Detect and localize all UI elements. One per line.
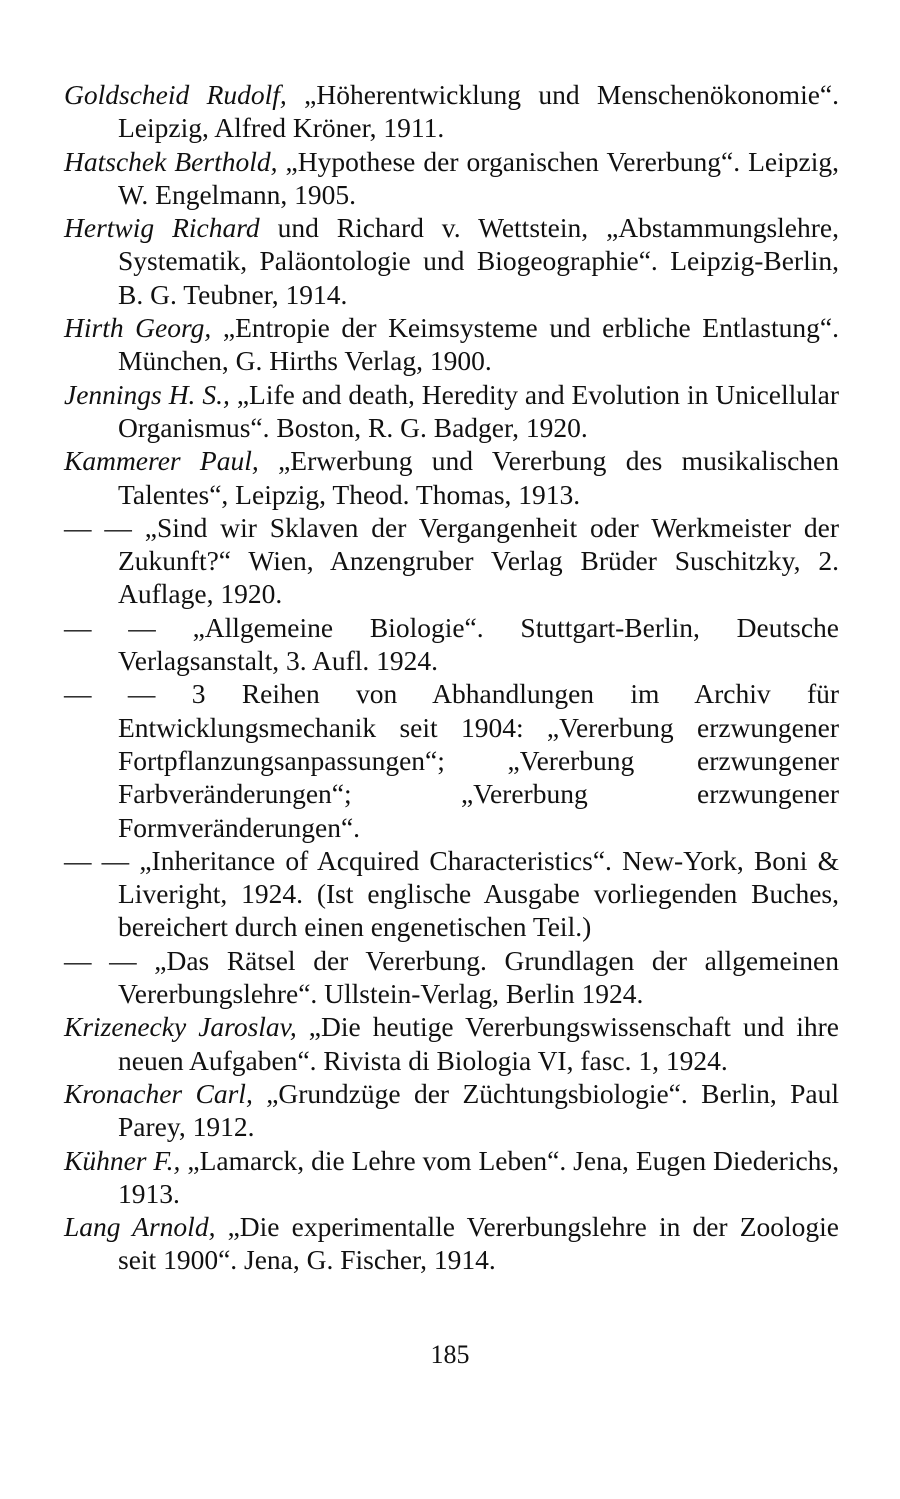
bibliography-list [64, 78, 839, 1277]
entry-author: Hertwig Richard [64, 212, 260, 244]
entry-text: „Erwerbung und Vererbung des musikalischen Talentes“, Leipzig, Theod. Thomas, 1913. [118, 445, 840, 510]
bibliography-entry [64, 944, 839, 1011]
bibliography-entry [64, 444, 839, 511]
bibliography-entry [64, 78, 839, 145]
entry-ditto-mark: — — [64, 844, 130, 876]
bibliography-entry [64, 677, 839, 843]
bibliography-entry [64, 844, 839, 944]
bibliography-entry [64, 378, 839, 445]
bibliography-entry [64, 611, 839, 678]
entry-author: Kronacher Carl, [64, 1077, 253, 1109]
entry-text: „Die experimentalle Vererbungslehre in der Zoologie seit 1900“. Jena, G. Fischer, 1914. [118, 1211, 839, 1276]
entry-ditto-mark: — — [64, 678, 156, 710]
entry-text: „Lamarck, die Lehre vom Leben“. Jena, Eugen Diederichs, 1913. [118, 1144, 839, 1209]
entry-author: Hirth Georg, [64, 312, 212, 344]
entry-text: 3 Reihen von Abhandlungen im Archiv für Entwicklungsmechanik seit 1904: „Vererbung erzwungener Fortpflanzungsanpassungen“; „Vererbung erzwungener Farbveränderungen“; „Vererbung erzwungener Formveränderungen“. [118, 678, 840, 843]
entry-ditto-mark: — — [64, 511, 132, 543]
entry-text: und Richard v. Wettstein, „Abstammungslehre, Systematik, Paläontologie und Biogeographie“. Leipzig-Berlin, B. G. Teubner, 1914. [118, 212, 839, 310]
entry-text: „Grundzüge der Züchtungsbiologie“. Berlin, Paul Parey, 1912. [118, 1077, 839, 1143]
bibliography-entry [64, 1010, 839, 1077]
entry-ditto-mark: — — [64, 944, 137, 976]
entry-text: „Inheritance of Acquired Characteristics“. New-York, Boni & Liveright, 1924. (Ist englische Ausgabe vorliegenden Buches, bereichert durch einen engenetischen Teil.) [118, 844, 840, 943]
bibliography-entry [64, 1210, 839, 1277]
entry-author: Hatschek Berthold, [64, 145, 278, 177]
entry-text: „Allgemeine Biologie“. Stuttgart-Berlin, Deutsche Verlagsanstalt, 3. Aufl. 1924. [118, 611, 839, 677]
entry-author: Goldscheid Rudolf, [64, 79, 287, 110]
bibliography-entry [64, 1077, 839, 1144]
entry-author: Jennings H. S., [64, 378, 230, 410]
page-number: 185 [430, 1340, 470, 1369]
entry-text: „Die heutige Vererbungswissenschaft und ihre neuen Aufgaben“. Rivista di Biologia VI, fasc. 1, 1924. [118, 1011, 839, 1076]
bibliography-entry [64, 511, 839, 611]
entry-text: „Sind wir Sklaven der Vergangenheit oder Werkmeister der Zukunft?“ Wien, Anzengruber Verlag Brüder Suschitzky, 2. Auflage, 1920. [118, 511, 839, 610]
entry-text: „Höherentwicklung und Menschenökonomie“. Leipzig, Alfred Kröner, 1911. [118, 79, 839, 144]
entry-author: Kammerer Paul, [64, 445, 259, 477]
bibliography-entry [64, 1144, 839, 1211]
bibliography-entry [64, 211, 839, 311]
entry-text: „Entropie der Keimsysteme und erbliche Entlastung“. München, G. Hirths Verlag, 1900. [118, 312, 840, 377]
entry-text: „Life and death, Heredity and Evolution in Unicellular Organismus“. Boston, R. G. Badger, 1920. [118, 378, 839, 443]
entry-text: „Das Rätsel der Vererbung. Grundlagen der allgemeinen Vererbungslehre“. Ullstein-Verlag, Berlin 1924. [118, 944, 840, 1010]
bibliography-entry [64, 311, 839, 378]
entry-ditto-mark: — — [64, 611, 156, 643]
bibliography-entry [64, 145, 839, 212]
entry-author: Lang Arnold, [64, 1211, 216, 1243]
entry-author: Kühner F., [64, 1144, 181, 1176]
entry-author: Krizenecky Jaroslav, [64, 1011, 297, 1043]
entry-text: „Hypothese der organischen Vererbung“. Leipzig, W. Engelmann, 1905. [118, 145, 839, 210]
